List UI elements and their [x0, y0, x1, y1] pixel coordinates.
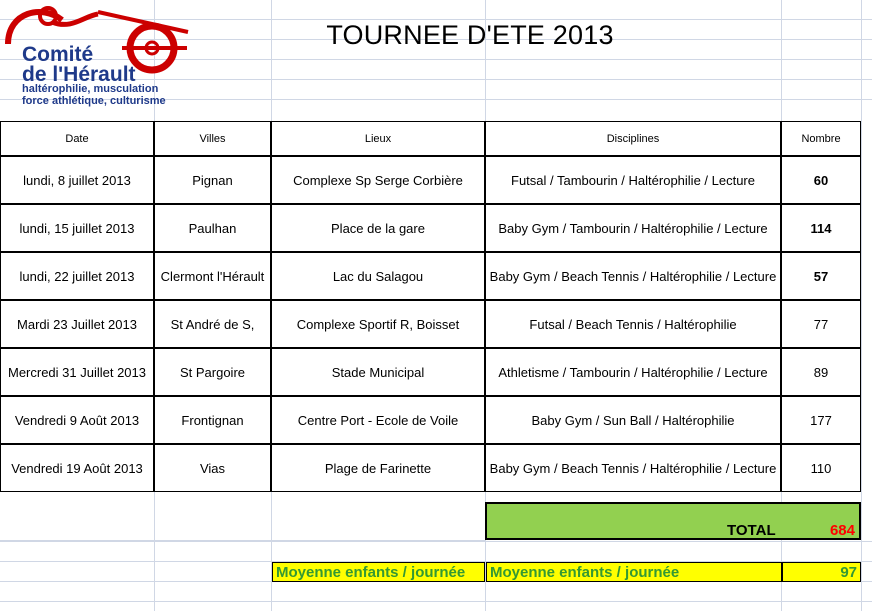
cell-date: Mardi 23 Juillet 2013 — [0, 300, 154, 348]
table-row — [0, 444, 861, 492]
average-label-right: Moyenne enfants / journée — [486, 562, 782, 582]
table-row — [0, 204, 861, 252]
cell-nombre: 77 — [781, 300, 861, 348]
logo-name-line2: de l'Hérault — [22, 63, 136, 86]
cell-nombre: 89 — [781, 348, 861, 396]
header-villes: Villes — [154, 121, 271, 156]
header-lieux: Lieux — [271, 121, 485, 156]
cell-date: lundi, 22 juillet 2013 — [0, 252, 154, 300]
cell-date: Vendredi 19 Août 2013 — [0, 444, 154, 492]
cell-disciplines: Baby Gym / Beach Tennis / Haltérophilie / Lecture — [485, 444, 781, 492]
blank-row — [0, 502, 485, 541]
header-nombre: Nombre — [781, 121, 861, 156]
logo-sub-line1: haltérophilie, musculation — [22, 83, 159, 95]
cell-lieu: Complexe Sportif R, Boisset — [271, 300, 485, 348]
table-row — [0, 300, 861, 348]
cell-date: Mercredi 31 Juillet 2013 — [0, 348, 154, 396]
cell-date: lundi, 15 juillet 2013 — [0, 204, 154, 252]
table-header-row — [0, 121, 861, 156]
cell-disciplines: Futsal / Beach Tennis / Haltérophilie — [485, 300, 781, 348]
cell-lieu: Place de la gare — [271, 204, 485, 252]
cell-disciplines: Athletisme / Tambourin / Haltérophilie / Lecture — [485, 348, 781, 396]
logo-name-line1: Comité — [22, 43, 94, 66]
cell-ville: Pignan — [154, 156, 271, 204]
cell-disciplines: Baby Gym / Sun Ball / Haltérophilie — [485, 396, 781, 444]
cell-lieu: Centre Port - Ecole de Voile — [271, 396, 485, 444]
cell-lieu: Lac du Salagou — [271, 252, 485, 300]
cell-nombre: 60 — [781, 156, 861, 204]
table-row — [0, 252, 861, 300]
table-row — [0, 396, 861, 444]
header-disciplines: Disciplines — [485, 121, 781, 156]
total-value: 684 — [829, 522, 855, 539]
header-date: Date — [0, 121, 154, 156]
cell-disciplines: Baby Gym / Tambourin / Haltérophilie / Lecture — [485, 204, 781, 252]
cell-lieu: Plage de Farinette — [271, 444, 485, 492]
cell-ville: Frontignan — [154, 396, 271, 444]
cell-disciplines: Futsal / Tambourin / Haltérophilie / Lecture — [485, 156, 781, 204]
total-label: TOTAL — [727, 522, 776, 539]
cell-nombre: 110 — [781, 444, 861, 492]
average-value-text: 97 — [840, 563, 857, 581]
total-box — [485, 502, 861, 540]
cell-nombre: 114 — [781, 204, 861, 252]
table-row — [0, 348, 861, 396]
cell-ville: St André de S, — [154, 300, 271, 348]
cell-ville: Clermont l'Hérault — [154, 252, 271, 300]
logo-sub-line2: force athlétique, culturisme — [22, 95, 166, 107]
cell-disciplines: Baby Gym / Beach Tennis / Haltérophilie / Lecture — [485, 252, 781, 300]
cell-nombre: 57 — [781, 252, 861, 300]
cell-date: lundi, 8 juillet 2013 — [0, 156, 154, 204]
cell-lieu: Complexe Sp Serge Corbière — [271, 156, 485, 204]
schedule-table — [0, 121, 861, 492]
table-row — [0, 156, 861, 204]
average-label-left: Moyenne enfants / journée — [272, 562, 485, 582]
cell-ville: Paulhan — [154, 204, 271, 252]
cell-ville: St Pargoire — [154, 348, 271, 396]
average-value — [782, 562, 861, 582]
page-title: TOURNEE D'ETE 2013 — [326, 20, 614, 50]
cell-ville: Vias — [154, 444, 271, 492]
cell-nombre: 177 — [781, 396, 861, 444]
cell-lieu: Stade Municipal — [271, 348, 485, 396]
committee-logo — [2, 2, 192, 108]
cell-date: Vendredi 9 Août 2013 — [0, 396, 154, 444]
